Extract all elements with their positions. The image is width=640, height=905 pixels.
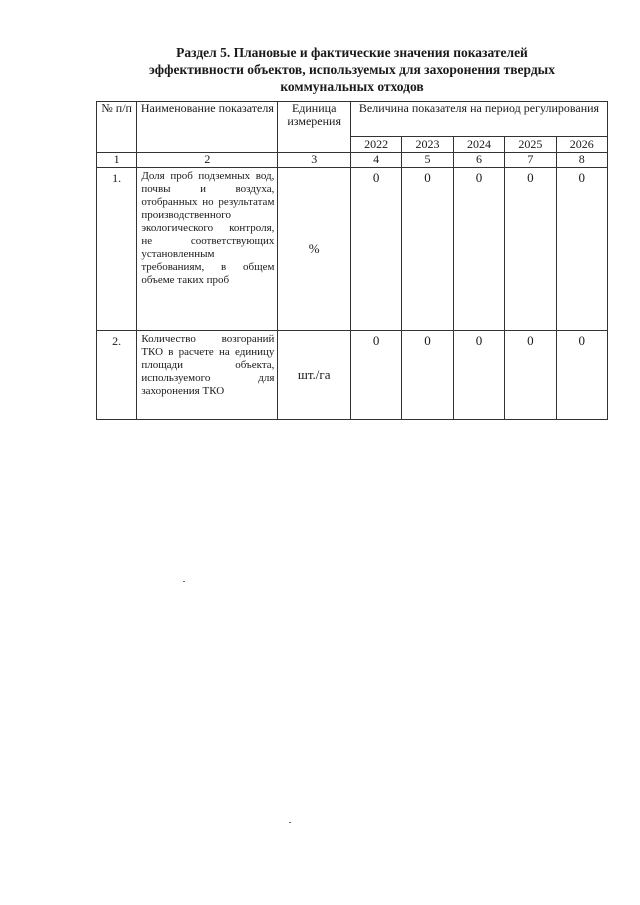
header-num: № п/п	[97, 102, 137, 153]
indicator-value: 0	[505, 331, 556, 420]
table-row	[97, 331, 608, 420]
indicator-value: 0	[402, 331, 453, 420]
column-index: 8	[556, 153, 607, 168]
column-index: 1	[97, 153, 137, 168]
page-title	[90, 44, 614, 95]
indicator-value: 0	[350, 331, 401, 420]
row-number: 1.	[97, 168, 137, 331]
header-year: 2023	[402, 137, 453, 153]
table-row	[97, 168, 608, 331]
indicator-value: 0	[505, 168, 556, 331]
header-year: 2025	[505, 137, 556, 153]
scan-speck	[183, 581, 185, 582]
indicator-value: 0	[453, 331, 504, 420]
indicator-unit: шт./га	[278, 331, 351, 420]
indicator-name: Количество возгораний ТКО в расчете на единицу площади объекта, используемого для захоронения ТКО	[137, 331, 278, 420]
column-index-row	[97, 153, 608, 168]
title-line-2: эффективности объектов, используемых для захоронения твердых	[149, 62, 555, 77]
indicator-name: Доля проб подземных вод, почвы и воздуха, отобранных но результатам производственного экологического контроля, не соответствующих установленным требованиям, в общем объеме таких проб	[137, 168, 278, 331]
indicator-unit: %	[278, 168, 351, 331]
header-name: Наименование показателя	[137, 102, 278, 153]
indicator-value: 0	[402, 168, 453, 331]
scan-speck	[289, 822, 291, 823]
header-unit: Единица измерения	[278, 102, 351, 153]
column-index: 5	[402, 153, 453, 168]
header-year: 2024	[453, 137, 504, 153]
header-year: 2022	[350, 137, 401, 153]
indicator-value: 0	[453, 168, 504, 331]
column-index: 6	[453, 153, 504, 168]
indicator-value: 0	[556, 168, 607, 331]
column-index: 3	[278, 153, 351, 168]
column-index: 4	[350, 153, 401, 168]
column-index: 2	[137, 153, 278, 168]
column-index: 7	[505, 153, 556, 168]
indicator-value: 0	[556, 331, 607, 420]
title-line-3: коммунальных отходов	[280, 79, 424, 94]
indicator-value: 0	[350, 168, 401, 331]
indicators-table	[96, 101, 608, 420]
header-period: Величина показателя на период регулирования	[350, 102, 607, 137]
header-year: 2026	[556, 137, 607, 153]
row-number: 2.	[97, 331, 137, 420]
title-line-1: Раздел 5. Плановые и фактические значения показателей	[176, 45, 528, 60]
